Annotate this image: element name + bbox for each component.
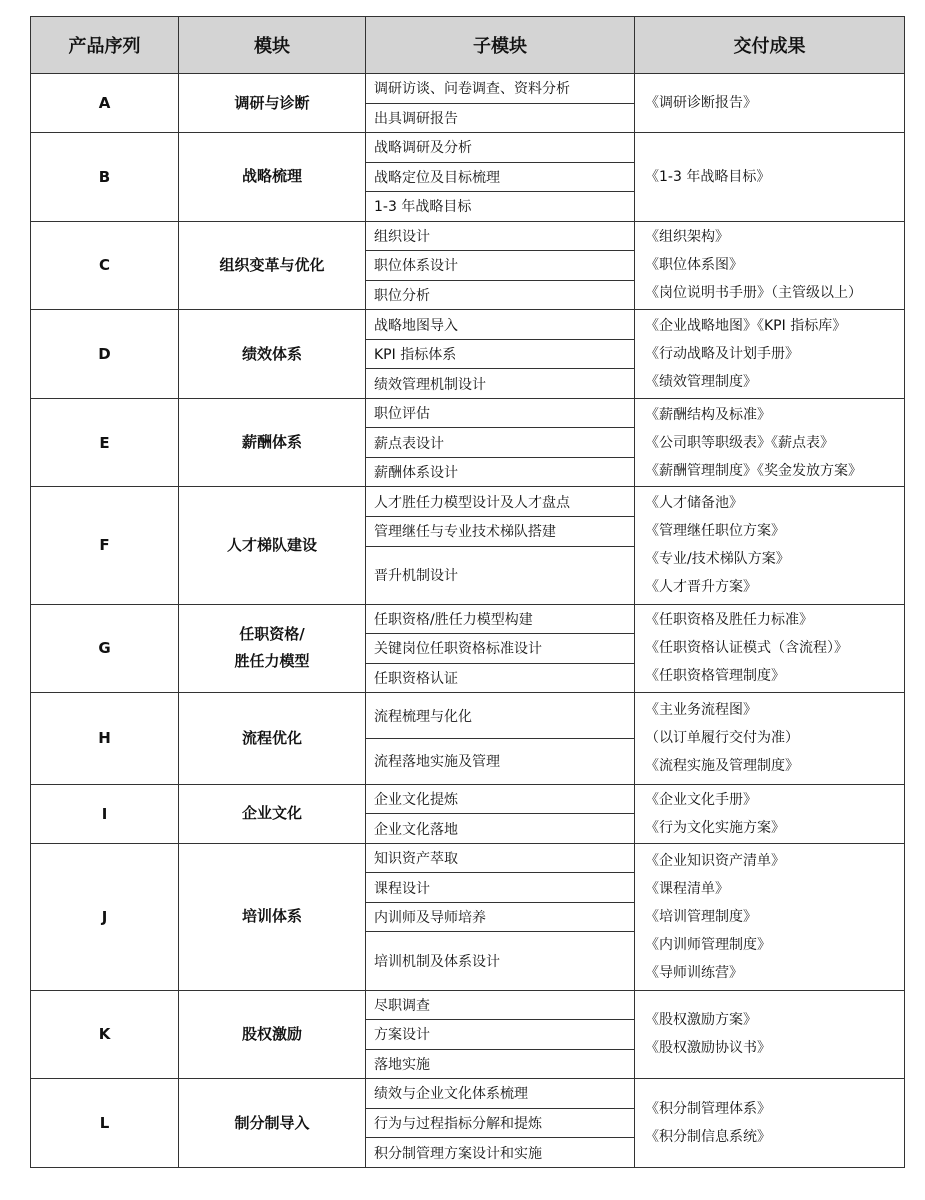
product-code-cell: G (31, 604, 179, 693)
deliverable-item: 《人才晋升方案》 (645, 579, 757, 596)
table-header-row (31, 17, 905, 74)
deliverables-cell (635, 487, 905, 604)
submodule-cell: 关键岗位任职资格标准设计 (366, 634, 635, 664)
submodule-cell: 战略调研及分析 (366, 133, 635, 163)
module-name: 组织变革与优化 (219, 255, 325, 274)
deliverables-cell (635, 133, 905, 222)
submodule-cell: 行为与过程指标分解和提炼 (366, 1108, 635, 1138)
product-code-cell: F (31, 487, 179, 604)
module-name: 人才梯队建设 (226, 535, 317, 554)
deliverable-item: 《公司职等职级表》《薪点表》 (645, 434, 834, 451)
product-code-cell: K (31, 990, 179, 1079)
deliverable-item: 《组织架构》 (645, 229, 729, 246)
deliverables-cell (635, 990, 905, 1079)
deliverables-cell (635, 221, 905, 310)
table-row (31, 310, 905, 340)
product-code-cell: J (31, 843, 179, 990)
deliverable-item: 《内训师管理制度》 (645, 936, 771, 953)
submodule-cell: 战略定位及目标梳理 (366, 162, 635, 192)
deliverable-item: 《职位体系图》 (645, 257, 743, 274)
submodule-cell: 组织设计 (366, 221, 635, 251)
product-code-cell: H (31, 693, 179, 785)
module-name: 薪酬体系 (241, 433, 302, 452)
deliverable-item: 《培训管理制度》 (645, 908, 757, 925)
submodule-cell: 薪酬体系设计 (366, 457, 635, 487)
deliverables-cell (635, 843, 905, 990)
product-code-cell: I (31, 784, 179, 843)
deliverable-item: 《任职资格认证模式（含流程）》 (645, 640, 848, 657)
submodule-cell: 管理继任与专业技术梯队搭建 (366, 516, 635, 546)
module-name: 企业文化 (241, 804, 302, 823)
submodule-cell: 人才胜任力模型设计及人才盘点 (366, 487, 635, 517)
submodule-cell: 流程落地实施及管理 (366, 738, 635, 784)
module-cell (179, 487, 366, 604)
module-name: 流程优化 (241, 728, 302, 747)
module-name: 绩效体系 (241, 344, 302, 363)
module-name: 胜任力模型 (234, 652, 310, 671)
deliverable-item: 《薪酬管理制度》《奖金发放方案》 (645, 462, 862, 479)
deliverable-item: 《管理继任职位方案》 (645, 523, 785, 540)
table-row (31, 843, 905, 873)
header-submodule: 子模块 (366, 17, 635, 74)
header-module: 模块 (179, 17, 366, 74)
deliverables-table (30, 16, 905, 1168)
submodule-cell: 任职资格认证 (366, 663, 635, 693)
submodule-cell: 绩效管理机制设计 (366, 369, 635, 399)
table-row (31, 604, 905, 634)
submodule-cell: 培训机制及体系设计 (366, 932, 635, 990)
module-cell (179, 604, 366, 693)
module-cell (179, 133, 366, 222)
deliverable-item: 《股权激励协议书》 (645, 1040, 771, 1057)
table-row (31, 74, 905, 104)
deliverable-item: 《行动战略及计划手册》 (645, 346, 799, 363)
submodule-cell: 战略地图导入 (366, 310, 635, 340)
header-product-sequence: 产品序列 (31, 17, 179, 74)
submodule-cell: 尽职调查 (366, 990, 635, 1020)
submodule-cell: 课程设计 (366, 873, 635, 903)
module-cell (179, 784, 366, 843)
deliverable-item: 《绩效管理制度》 (645, 374, 757, 391)
deliverables-cell (635, 604, 905, 693)
product-code-cell: C (31, 221, 179, 310)
module-cell (179, 990, 366, 1079)
module-cell (179, 74, 366, 133)
deliverable-item: 《任职资格及胜任力标准》 (645, 612, 813, 629)
deliverables-cell (635, 398, 905, 487)
deliverable-item: 《企业战略地图》《KPI 指标库》 (645, 318, 847, 335)
module-cell (179, 1079, 366, 1168)
deliverable-item: 《企业知识资产清单》 (645, 852, 785, 869)
deliverables-cell (635, 310, 905, 399)
module-cell (179, 843, 366, 990)
deliverable-item: 《行为文化实施方案》 (645, 819, 785, 836)
submodule-cell: 1-3 年战略目标 (366, 192, 635, 222)
table-row (31, 133, 905, 163)
table-row (31, 693, 905, 739)
module-name: 调研与诊断 (234, 93, 310, 112)
product-code-cell: B (31, 133, 179, 222)
submodule-cell: 职位分析 (366, 280, 635, 310)
deliverable-item: 《任职资格管理制度》 (645, 668, 785, 685)
product-code-cell: E (31, 398, 179, 487)
deliverable-item: 《1-3 年战略目标》 (645, 168, 771, 185)
table-row (31, 487, 905, 517)
submodule-cell: 知识资产萃取 (366, 843, 635, 873)
product-code-cell: L (31, 1079, 179, 1168)
module-name: 培训体系 (241, 907, 302, 926)
submodule-cell: 调研访谈、问卷调查、资料分析 (366, 74, 635, 104)
table-row (31, 398, 905, 428)
submodule-cell: 薪点表设计 (366, 428, 635, 458)
module-name: 制分制导入 (234, 1113, 310, 1132)
deliverable-item: 《专业/技术梯队方案》 (645, 551, 790, 568)
deliverable-item: 《岗位说明书手册》（主管级以上） (645, 285, 862, 302)
submodule-cell: KPI 指标体系 (366, 339, 635, 369)
submodule-cell: 晋升机制设计 (366, 546, 635, 604)
deliverable-item: 《企业文化手册》 (645, 791, 757, 808)
table-row (31, 990, 905, 1020)
deliverable-item: 《人才储备池》 (645, 495, 743, 512)
submodule-cell: 职位评估 (366, 398, 635, 428)
submodule-cell: 积分制管理方案设计和实施 (366, 1138, 635, 1168)
deliverable-item: 《调研诊断报告》 (645, 95, 757, 112)
deliverable-item: 《主业务流程图》 (645, 702, 757, 719)
submodule-cell: 方案设计 (366, 1020, 635, 1050)
module-name: 任职资格/ (239, 625, 305, 644)
module-name: 战略梳理 (241, 167, 302, 186)
deliverables-cell (635, 74, 905, 133)
submodule-cell: 企业文化提炼 (366, 784, 635, 814)
deliverables-cell (635, 693, 905, 785)
deliverable-item: 《积分制管理体系》 (645, 1101, 771, 1118)
deliverable-item: 《流程实施及管理制度》 (645, 758, 799, 775)
deliverables-cell (635, 1079, 905, 1168)
header-deliverables: 交付成果 (635, 17, 905, 74)
table-row (31, 1079, 905, 1109)
table-body (31, 74, 905, 1168)
submodule-cell: 职位体系设计 (366, 251, 635, 281)
deliverable-item: 《积分制信息系统》 (645, 1129, 771, 1146)
module-cell (179, 398, 366, 487)
deliverable-item: （以订单履行交付为准） (645, 730, 799, 747)
submodule-cell: 企业文化落地 (366, 814, 635, 844)
module-cell (179, 693, 366, 785)
table-row (31, 221, 905, 251)
deliverable-item: 《导师训练营》 (645, 964, 743, 981)
deliverable-item: 《股权激励方案》 (645, 1012, 757, 1029)
table-row (31, 784, 905, 814)
submodule-cell: 流程梳理与化化 (366, 693, 635, 739)
deliverable-item: 《薪酬结构及标准》 (645, 406, 771, 423)
deliverable-item: 《课程清单》 (645, 880, 729, 897)
deliverables-cell (635, 784, 905, 843)
submodule-cell: 内训师及导师培养 (366, 902, 635, 932)
submodule-cell: 任职资格/胜任力模型构建 (366, 604, 635, 634)
submodule-cell: 落地实施 (366, 1049, 635, 1079)
product-code-cell: A (31, 74, 179, 133)
submodule-cell: 绩效与企业文化体系梳理 (366, 1079, 635, 1109)
submodule-cell: 出具调研报告 (366, 103, 635, 133)
product-code-cell: D (31, 310, 179, 399)
module-name: 股权激励 (241, 1024, 302, 1043)
module-cell (179, 221, 366, 310)
module-cell (179, 310, 366, 399)
